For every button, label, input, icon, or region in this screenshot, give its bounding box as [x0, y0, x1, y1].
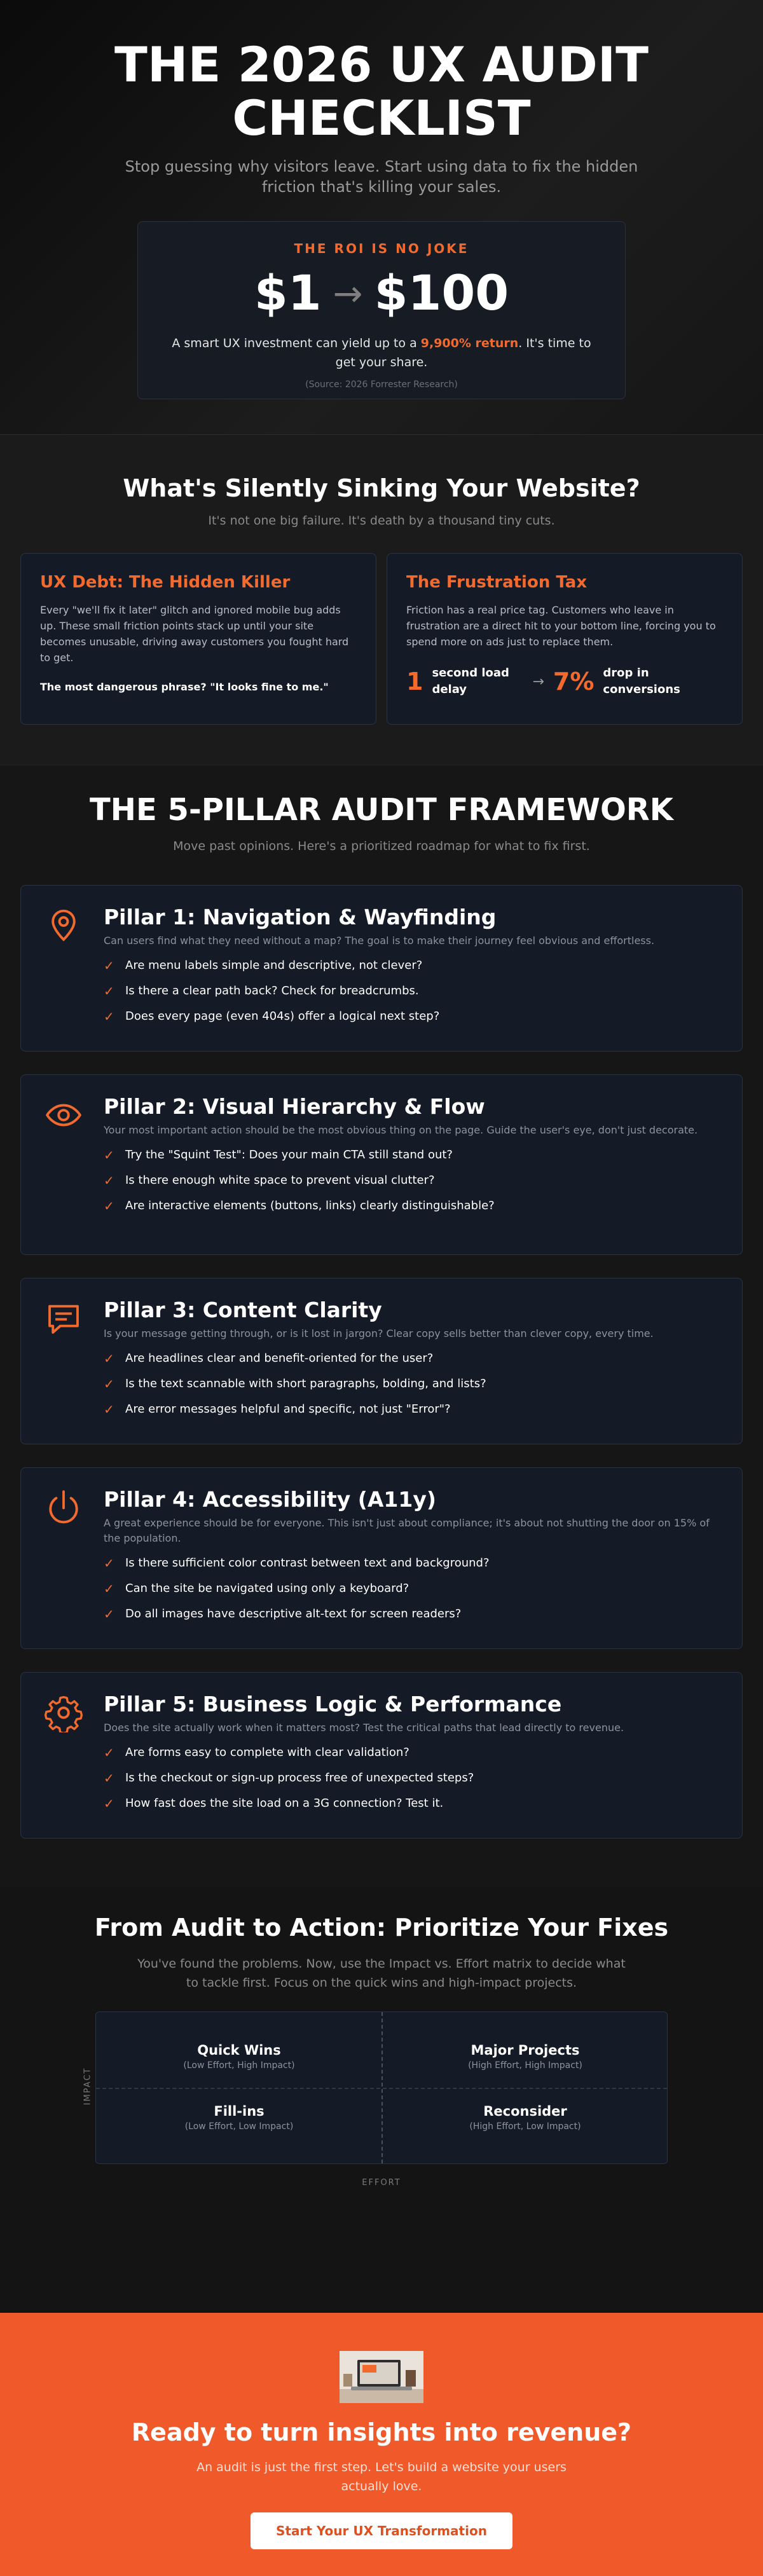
stat-conversion-label: drop in conversions [603, 666, 680, 696]
checklist-text: Is there sufficient color contrast between text and background? [125, 1556, 490, 1570]
check-icon: ✓ [104, 1009, 114, 1024]
ux-debt-card [20, 553, 376, 725]
pillar-desc: A great experience should be for everyone. This isn't just about compliance; it's about not shutting the door on 15% of the population. [104, 1517, 710, 1544]
location-pin-icon [44, 906, 83, 945]
pillar-card-3 [20, 1278, 743, 1444]
sinking-title: What's Silently Sinking Your Website? [123, 474, 640, 502]
checklist-item [104, 1555, 717, 1572]
checklist-item [104, 1401, 717, 1418]
cta-section [0, 2313, 763, 2576]
checklist-item [104, 1795, 717, 1812]
check-icon: ✓ [104, 1581, 114, 1596]
pillar-desc: Is your message getting through, or is it lost in jargon? Clear copy sells better than clever copy, every time. [104, 1327, 654, 1339]
quadrant-reconsider [382, 2073, 668, 2149]
roi-desc-text-end: . It's time to get your share. [335, 336, 591, 369]
frustration-tax-card [387, 553, 743, 725]
roi-kicker: THE ROI IS NO JOKE [294, 241, 469, 256]
checklist-text: How fast does the site load on a 3G connection? Test it. [125, 1797, 444, 1810]
checklist-text: Do all images have descriptive alt-text for screen readers? [125, 1607, 462, 1620]
checklist-text: Can the site be navigated using only a keyboard? [125, 1582, 409, 1595]
checklist-text: Are menu labels simple and descriptive, not clever? [125, 959, 423, 972]
eye-icon [44, 1095, 83, 1135]
roi-to: $100 [374, 264, 509, 321]
quadrant-subtitle: (High Effort, Low Impact) [469, 2121, 581, 2132]
stat-arrow-icon: → [532, 673, 544, 690]
cta-subtitle: An audit is just the first step. Let's build a website your users actually love. [196, 2460, 567, 2493]
roi-card [137, 221, 626, 399]
check-icon: ✓ [104, 1556, 114, 1571]
pillar-title: Pillar 1: Navigation & Wayfinding [104, 905, 497, 929]
pillar-desc: Does the site actually work when it matters most? Test the critical paths that lead directly to revenue. [104, 1722, 624, 1734]
impact-effort-matrix [83, 2011, 668, 2164]
roi-desc-text: A smart UX investment can yield up to a [172, 336, 421, 350]
stat-load-delay-label: second load delay [432, 666, 509, 696]
checklist-text: Is the text scannable with short paragraphs, bolding, and lists? [125, 1377, 486, 1390]
roi-description [165, 334, 598, 372]
check-icon: ✓ [104, 1173, 114, 1188]
pillar-card-2 [20, 1074, 743, 1255]
checklist-item [104, 1198, 717, 1214]
pillar-desc: Your most important action should be the most obvious thing on the page. Guide the user's eye, don't just decorate. [104, 1124, 698, 1136]
checklist-text: Are headlines clear and benefit-oriented for the user? [125, 1352, 434, 1365]
frustration-body: Friction has a real price tag. Customers who leave in frustration are a direct hit to your bottom line, forcing you to spend more on ads just to replace them. [406, 604, 716, 648]
checklist-item [104, 1580, 717, 1597]
checklist-text: Does every page (even 404s) offer a logical next step? [125, 1010, 440, 1023]
prioritize-section [0, 1887, 763, 2313]
check-icon: ✓ [104, 1745, 114, 1760]
cta-title: Ready to turn insights into revenue? [131, 2418, 632, 2446]
power-icon [44, 1488, 83, 1528]
prioritize-title: From Audit to Action: Prioritize Your Fixes [94, 1914, 669, 1942]
checklist-item [104, 1376, 717, 1392]
framework-section [0, 765, 763, 1887]
checklist-text: Try the "Squint Test": Does your main CTA still stand out? [125, 1148, 453, 1161]
pillar-title: Pillar 3: Content Clarity [104, 1298, 382, 1322]
prioritize-subtitle: You've found the problems. Now, use the Impact vs. Effort matrix to decide what to tackle first. Focus on the quick wins and high-impact projects. [137, 1957, 626, 1990]
effort-axis-label: EFFORT [362, 2178, 401, 2188]
roi-figures [138, 264, 625, 321]
checklist-text: Are error messages helpful and specific, not just "Error"? [125, 1402, 451, 1416]
checklist-item [104, 1172, 717, 1189]
quadrant-subtitle: (Low Effort, High Impact) [183, 2060, 295, 2071]
check-icon: ✓ [104, 1148, 114, 1163]
impact-axis-label: IMPACT [83, 2067, 93, 2106]
laptop-image [340, 2351, 423, 2403]
check-icon: ✓ [104, 983, 114, 999]
quadrant-subtitle: (Low Effort, Low Impact) [184, 2121, 294, 2132]
pillar-title: Pillar 5: Business Logic & Performance [104, 1692, 562, 1716]
check-icon: ✓ [104, 1607, 114, 1622]
roi-from: $1 [254, 264, 322, 321]
checklist-item [104, 1008, 717, 1025]
check-icon: ✓ [104, 1351, 114, 1366]
check-icon: ✓ [104, 1198, 114, 1214]
sinking-section [0, 435, 763, 765]
page-title: THE 2026 UX AUDIT CHECKLIST [114, 36, 649, 146]
stat-conversion-value: 7% [553, 668, 595, 695]
start-transformation-button[interactable]: Start Your UX Transformation [251, 2512, 512, 2549]
framework-title: THE 5-PILLAR AUDIT FRAMEWORK [90, 792, 673, 828]
quadrant-fill-ins [96, 2073, 382, 2149]
checklist-item [104, 1147, 717, 1163]
checklist-item [104, 1606, 717, 1622]
checklist-text: Are forms easy to complete with clear validation? [125, 1746, 409, 1759]
check-icon: ✓ [104, 1402, 114, 1417]
quadrant-subtitle: (High Effort, High Impact) [468, 2060, 582, 2071]
ux-debt-emphasis: The most dangerous phrase? "It looks fine to me." [40, 681, 329, 693]
checklist-item [104, 1770, 717, 1786]
matrix-grid [95, 2011, 668, 2164]
quadrant-title: Major Projects [471, 2043, 580, 2058]
check-icon: ✓ [104, 958, 114, 973]
pillar-card-1 [20, 885, 743, 1052]
stat-load-delay-value: 1 [406, 668, 423, 695]
quadrant-title: Quick Wins [197, 2043, 281, 2058]
checklist-text: Is the checkout or sign-up process free of unexpected steps? [125, 1771, 474, 1785]
ux-debt-title: UX Debt: The Hidden Killer [40, 573, 291, 592]
framework-subtitle: Move past opinions. Here's a prioritized roadmap for what to fix first. [173, 839, 590, 853]
frustration-title: The Frustration Tax [406, 573, 588, 592]
pillar-title: Pillar 4: Accessibility (A11y) [104, 1487, 436, 1512]
checklist-item [104, 957, 717, 974]
quadrant-title: Reconsider [483, 2104, 567, 2119]
pillar-title: Pillar 2: Visual Hierarchy & Flow [104, 1094, 485, 1119]
checklist-item [104, 1350, 717, 1367]
hero-subtitle: Stop guessing why visitors leave. Start using data to fix the hidden friction that's killing your sales. [125, 158, 638, 196]
hero-section [0, 0, 763, 435]
checklist-item [104, 983, 717, 999]
pillar-card-4 [20, 1467, 743, 1649]
frustration-stats [406, 665, 723, 698]
pillar-card-5 [20, 1672, 743, 1839]
ux-debt-body: Every "we'll fix it later" glitch and ignored mobile bug adds up. These small friction points stack up until your site becomes unusable, driving away customers you fought hard to get. [40, 604, 349, 664]
roi-source: (Source: 2026 Forrester Research) [305, 380, 458, 390]
check-icon: ✓ [104, 1376, 114, 1392]
checklist-text: Is there a clear path back? Check for breadcrumbs. [125, 984, 419, 997]
roi-highlight: 9,900% return [420, 336, 519, 350]
quadrant-title: Fill-ins [214, 2104, 265, 2119]
pillar-desc: Can users find what they need without a map? The goal is to make their journey feel obvious and effortless. [104, 935, 655, 947]
check-icon: ✓ [104, 1796, 114, 1811]
sinking-subtitle: It's not one big failure. It's death by a thousand tiny cuts. [208, 514, 555, 528]
check-icon: ✓ [104, 1771, 114, 1786]
chat-bubble-icon [44, 1299, 83, 1338]
roi-arrow: → [333, 273, 363, 315]
checklist-text: Are interactive elements (buttons, links) clearly distinguishable? [125, 1199, 495, 1212]
checklist-text: Is there enough white space to prevent visual clutter? [125, 1174, 435, 1187]
checklist-item [104, 1744, 717, 1761]
gear-icon [44, 1693, 83, 1732]
